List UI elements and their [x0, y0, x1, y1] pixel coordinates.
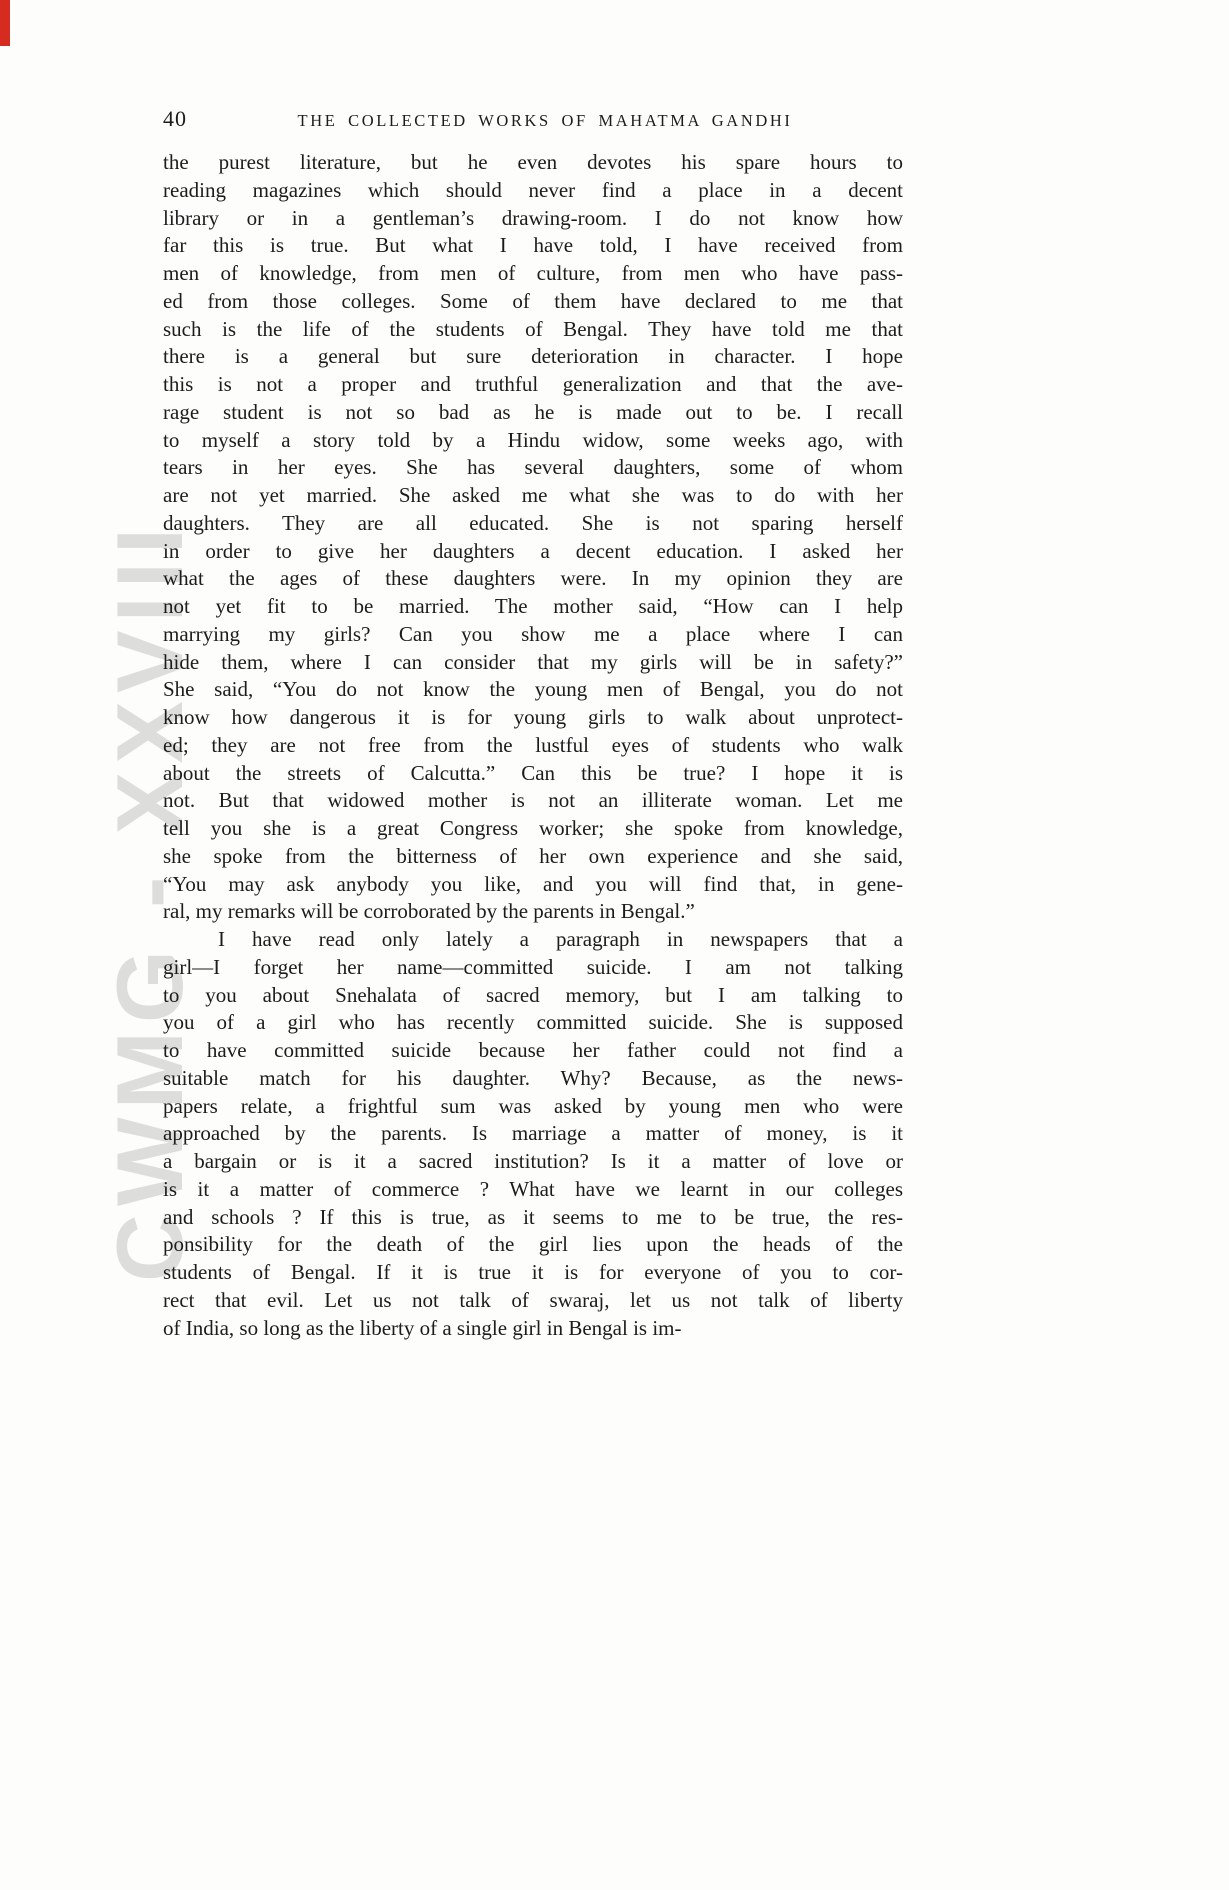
text-line: suitable match for his daughter. Why? Because, as the news- — [163, 1065, 903, 1090]
page-body — [163, 149, 903, 1342]
text-line: hide them, where I can consider that my girls will be in safety?” — [163, 649, 903, 674]
text-line: in order to give her daughters a decent education. I asked her — [163, 538, 903, 563]
text-line: to myself a story told by a Hindu widow, some weeks ago, with — [163, 427, 903, 452]
text-line: such is the life of the students of Bengal. They have told me that — [163, 316, 903, 341]
text-line: a bargain or is it a sacred institution? Is it a matter of love or — [163, 1149, 903, 1173]
text-line: about the streets of Calcutta.” Can this be true? I hope it is — [163, 760, 903, 785]
text-line: ed; they are not free from the lustful eyes of students who walk — [163, 732, 903, 757]
text-line: of India, so long as the liberty of a single girl in Bengal is im- — [163, 1315, 682, 1340]
text-line: marrying my girls? Can you show me a place where I can — [163, 621, 903, 646]
text-line: approached by the parents. Is marriage a matter of money, is it — [163, 1121, 903, 1146]
text-line: what the ages of these daughters were. In my opinion they are — [163, 566, 903, 591]
page-header — [163, 106, 903, 132]
text-line: to have committed suicide because her father could not find a — [163, 1038, 903, 1062]
text-line: she spoke from the bitterness of her own experience and she said, — [163, 843, 903, 868]
scan-artifact-red-strip — [0, 0, 10, 46]
text-line: is it a matter of commerce ? What have we learnt in our colleges — [163, 1176, 903, 1201]
text-line: She said, “You do not know the young men of Bengal, you do not — [163, 677, 903, 702]
text-line: “You may ask anybody you like, and you will find that, in gene- — [163, 871, 903, 896]
text-line: girl—I forget her name—committed suicide. I am not talking — [163, 954, 903, 979]
text-line: students of Bengal. If it is true it is for everyone of you to cor- — [163, 1260, 903, 1284]
text-line: you of a girl who has recently committed suicide. She is supposed — [163, 1010, 903, 1035]
text-line: I have read only lately a paragraph in newspapers that a — [218, 927, 903, 951]
text-line: not yet fit to be married. The mother said, “How can I help — [163, 594, 903, 618]
text-line: are not yet married. She asked me what she was to do with her — [163, 483, 903, 507]
text-line: ponsibility for the death of the girl lies upon the heads of the — [163, 1232, 903, 1257]
text-line: to you about Snehalata of sacred memory, but I am talking to — [163, 982, 903, 1007]
text-line: this is not a proper and truthful generalization and that the ave- — [163, 372, 903, 396]
watermark: CWMG - XXVIII — [97, 520, 202, 1282]
text-line: the purest literature, but he even devotes his spare hours to — [163, 150, 903, 174]
text-line: and schools ? If this is true, as it seems to me to be true, the res- — [163, 1204, 903, 1229]
text-line: ed from those colleges. Some of them have declared to me that — [163, 288, 903, 313]
text-line: library or in a gentleman’s drawing-room. I do not know how — [163, 205, 903, 230]
paragraph — [163, 149, 903, 926]
text-line: not. But that widowed mother is not an illiterate woman. Let me — [163, 788, 903, 813]
text-line: know how dangerous it is for young girls to walk about unprotect- — [163, 705, 903, 729]
running-header-title: THE COLLECTED WORKS OF MAHATMA GANDHI — [297, 111, 793, 130]
text-line: daughters. They are all educated. She is not sparing herself — [163, 510, 903, 535]
text-line: men of knowledge, from men of culture, from men who have pass- — [163, 261, 903, 285]
text-line: rect that evil. Let us not talk of swaraj, let us not talk of liberty — [163, 1287, 903, 1312]
paragraph — [163, 926, 903, 1342]
text-line: reading magazines which should never find a place in a decent — [163, 177, 903, 202]
text-line: papers relate, a frightful sum was asked by young men who were — [163, 1093, 903, 1118]
text-line: tell you she is a great Congress worker; she spoke from knowledge, — [163, 816, 903, 840]
page-number: 40 — [163, 106, 187, 131]
text-line: ral, my remarks will be corroborated by the parents in Bengal.” — [163, 899, 695, 924]
text-line: far this is true. But what I have told, I have received from — [163, 233, 903, 258]
text-line: there is a general but sure deterioration in character. I hope — [163, 344, 903, 369]
text-line: rage student is not so bad as he is made out to be. I recall — [163, 399, 903, 424]
text-line: tears in her eyes. She has several daughters, some of whom — [163, 455, 903, 480]
